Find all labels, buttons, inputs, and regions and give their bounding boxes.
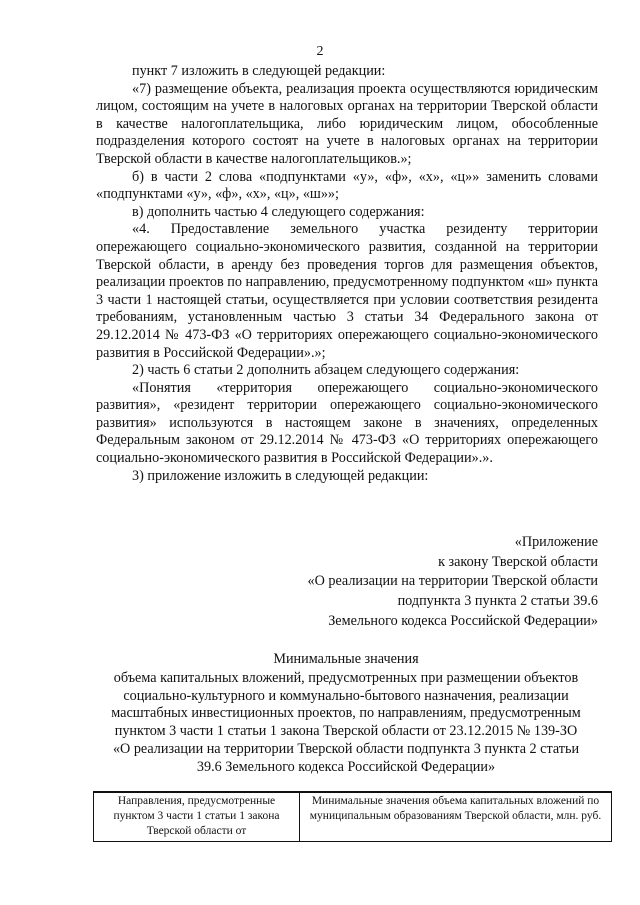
appendix-line: «Приложение xyxy=(514,534,598,550)
heading-line: пунктом 3 части 1 статьи 1 закона Тверской области от 23.12.2015 № 139-ЗО xyxy=(114,723,578,740)
paragraph: 2) часть 6 статьи 2 дополнить абзацем следующего содержания: xyxy=(132,362,520,379)
paragraph: в) дополнить частью 4 следующего содержания: xyxy=(132,203,425,220)
paragraph: «7) размещение объекта, реализация проекта осуществляются юридическим лицом, состоящим на учете в налоговых органах на территории Тверской области в качестве налогоплательщика, либо юридическим лицом, обособленные подразделения которого состоят на учете в налоговых органах на территории Тверской области в качестве налогоплательщиков.»; xyxy=(96,80,598,167)
paragraph: «Понятия «территория опережающего социально-экономического развития», «резидент территории опережающего социально-экономического развития» используются в настоящем законе в значениях, определенных Федеральным законом от 29.12.2014 № 473-ФЗ «О территориях опережающего социально-экономического развития в Российской Федерации».». xyxy=(96,379,598,467)
paragraph: «4. Предоставление земельного участка резиденту территории опережающего социально-экономического развития, созданной на территории Тверской области, в аренду без проведения торгов для размещения объектов, реализации проектов по направлению, предусмотренному подпунктом «ш» пункта 3 части 1 настоящей статьи, осуществляется при условии соответствия резидента требованиям, установленным частью 3 статьи 34 Федерального закона от 29.12.2014 № 473-ФЗ «О территориях опережающего социально-экономического развития в Российской Федерации».»; xyxy=(96,221,598,361)
heading-line: масштабных инвестиционных проектов, по направлениям, предусмотренным xyxy=(111,705,581,722)
table-header-row xyxy=(94,792,612,842)
table-header-values: Минимальные значения объема капитальных вложений по муниципальным образованиям Тверской области, млн. руб. xyxy=(300,792,612,842)
heading-line: социально-культурного и коммунально-бытового назначения, реализации xyxy=(123,687,569,704)
paragraph: б) в части 2 слова «подпунктами «у», «ф», «х», «ц»» заменить словами «подпунктами «у», «ф», «х», «ц», «ш»»; xyxy=(96,168,598,203)
paragraph: пункт 7 изложить в следующей редакции: xyxy=(132,63,386,79)
appendix-line: «О реализации на территории Тверской области xyxy=(307,573,598,590)
heading-line: объема капитальных вложений, предусмотренных при размещении объектов xyxy=(113,669,579,686)
page-number: 2 xyxy=(316,44,324,59)
heading-line: 39.6 Земельного кодекса Российской Федерации» xyxy=(196,758,496,775)
appendix-line: к закону Тверской области xyxy=(438,553,598,570)
appendix-line: подпункта 3 пункта 2 статьи 39.6 xyxy=(397,593,598,610)
appendix-caption xyxy=(307,533,598,632)
values-table xyxy=(93,791,612,842)
heading-title: Минимальные значения xyxy=(273,651,419,667)
amendment-text xyxy=(96,63,598,485)
heading-line: «О реализации на территории Тверской области подпункта 3 пункта 2 статьи xyxy=(112,740,580,757)
section-heading xyxy=(76,651,616,777)
table-header-directions: Направления, предусмотренные пунктом 3 части 1 статьи 1 закона Тверской области от xyxy=(94,792,300,842)
appendix-line: Земельного кодекса Российской Федерации» xyxy=(328,612,598,629)
paragraph: 3) приложение изложить в следующей редакции: xyxy=(132,467,429,484)
